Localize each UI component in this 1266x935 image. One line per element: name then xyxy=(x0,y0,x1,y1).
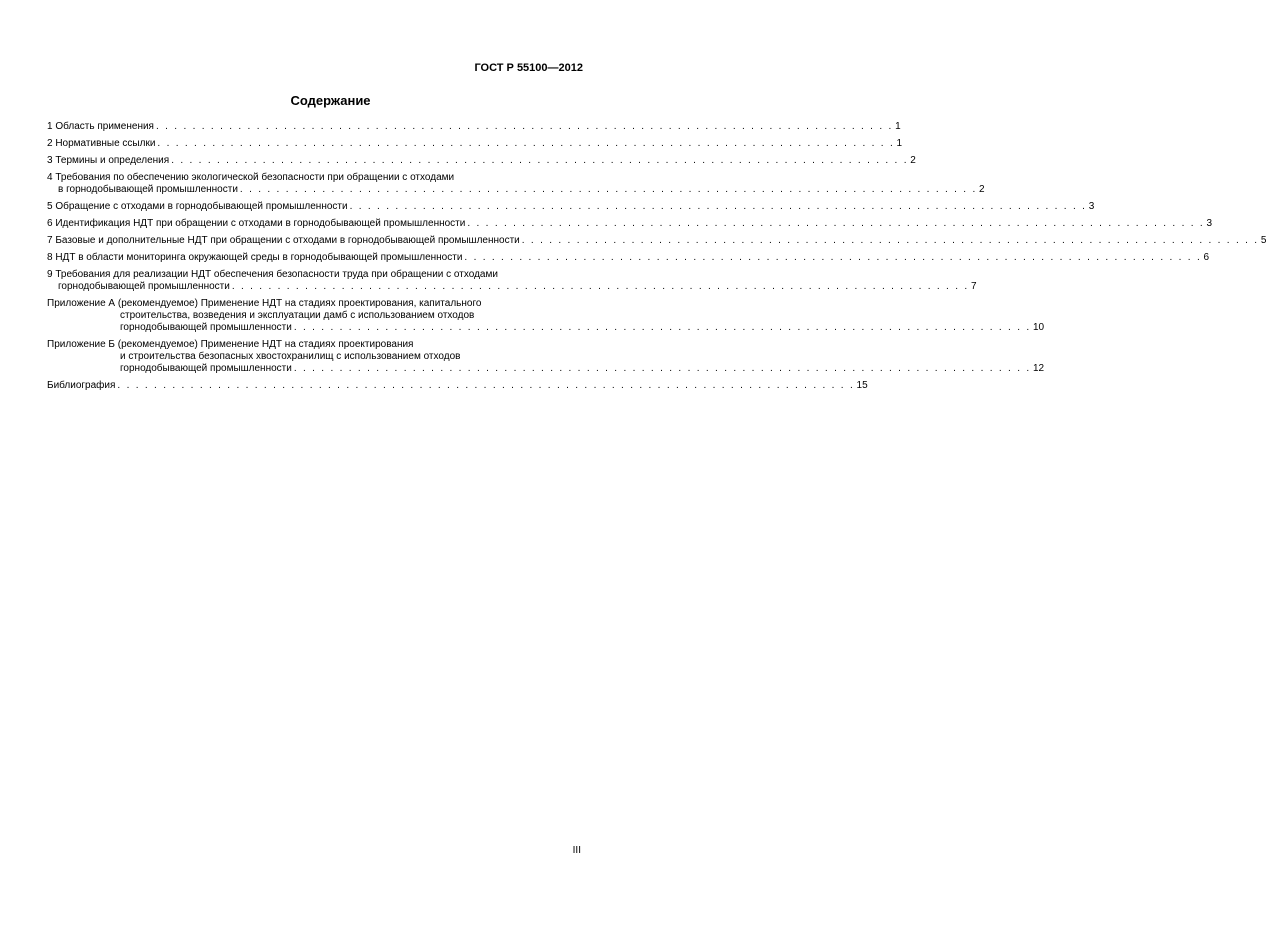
toc-entry-appendix-a[interactable] xyxy=(47,298,1045,334)
leader-dots: . . . . . . . . . . . . . . . . . . . . . . . . . . . . . . . . . . . . . . . . . . . . . . . . . . . . . . . . . . . . . . . . . . . . . . . . . . . . . . . . . xyxy=(157,138,895,149)
toc-page-number: 1 xyxy=(895,121,901,132)
leader-dots: . . . . . . . . . . . . . . . . . . . . . . . . . . . . . . . . . . . . . . . . . . . . . . . . . . . . . . . . . . . . . . . . . . . . . . . . . . . . . . . . . xyxy=(171,155,909,166)
toc-entry[interactable] xyxy=(47,269,977,293)
toc-entry[interactable] xyxy=(47,252,1210,264)
toc-entry-text: 7 Базовые и дополнительные НДТ при обращении с отходами в горнодобывающей промышленности xyxy=(47,235,520,246)
toc-page-number: 15 xyxy=(856,380,868,391)
toc-entry-text: горнодобывающей промышленности xyxy=(58,281,230,292)
toc-entry-text: Библиография xyxy=(47,380,116,391)
toc-entry-text: 9 Требования для реализации НДТ обеспечения безопасности труда при обращении с отходами xyxy=(47,269,498,280)
toc-page-number: 3 xyxy=(1206,218,1213,229)
toc-page-number: 2 xyxy=(979,184,985,195)
toc-entry-appendix-b[interactable] xyxy=(47,339,1045,375)
leader-dots: . . . . . . . . . . . . . . . . . . . . . . . . . . . . . . . . . . . . . . . . . . . . . . . . . . . . . . . . . . . . . . . . . . . . . . . . . . . . . . . . . xyxy=(293,363,1031,374)
leader-dots: . . . . . . . . . . . . . . . . . . . . . . . . . . . . . . . . . . . . . . . . . . . . . . . . . . . . . . . . . . . . . . . . . . . . . . . . . . . . . . . . . xyxy=(521,235,1259,246)
leader-dots: . . . . . . . . . . . . . . . . . . . . . . . . . . . . . . . . . . . . . . . . . . . . . . . . . . . . . . . . . . . . . . . . . . . . . . . . . . . . . . . . . xyxy=(155,121,894,132)
toc-entry-text: горнодобывающей промышленности xyxy=(120,322,292,333)
toc-entry-text: и строительства безопасных хвостохранилищ с использованием отходов xyxy=(120,351,461,362)
toc-page-number: 3 xyxy=(1088,201,1095,212)
toc-entry-text: в горнодобывающей промышленности xyxy=(58,184,238,195)
document-code: ГОСТ Р 55100—2012 xyxy=(474,62,583,74)
toc-entry-text: 5 Обращение с отходами в горнодобывающей промышленности xyxy=(47,201,348,212)
toc-page-number: 2 xyxy=(910,155,916,166)
toc-entry-text: Приложение Б (рекомендуемое) Применение НДТ на стадиях проектирования xyxy=(47,339,414,350)
toc-page-number: 7 xyxy=(970,281,977,292)
toc-entry[interactable] xyxy=(47,155,916,167)
leader-dots: . . . . . . . . . . . . . . . . . . . . . . . . . . . . . . . . . . . . . . . . . . . . . . . . . . . . . . . . . . . . . . . . . . . . . . . . . . . . . . . . . xyxy=(464,252,1202,263)
leader-dots: . . . . . . . . . . . . . . . . . . . . . . . . . . . . . . . . . . . . . . . . . . . . . . . . . . . . . . . . . . . . . . . . . . . . . . . . . . . . . . . . . xyxy=(349,201,1087,212)
toc-page-number: 12 xyxy=(1032,363,1045,374)
leader-dots: . . . . . . . . . . . . . . . . . . . . . . . . . . . . . . . . . . . . . . . . . . . . . . . . . . . . . . . . . . . . . . . . . . . . . . . . . . . . . . . . . xyxy=(117,380,855,391)
toc-page-number: 6 xyxy=(1203,252,1210,263)
toc-page-number: 5 xyxy=(1260,235,1266,246)
leader-dots: . . . . . . . . . . . . . . . . . . . . . . . . . . . . . . . . . . . . . . . . . . . . . . . . . . . . . . . . . . . . . . . . . . . . . . . . . . . . . . . . . xyxy=(293,322,1031,333)
leader-dots: . . . . . . . . . . . . . . . . . . . . . . . . . . . . . . . . . . . . . . . . . . . . . . . . . . . . . . . . . . . . . . . . . . . . . . . . . . . . . . . . . xyxy=(239,184,978,195)
toc-entry-text: 4 Требования по обеспечению экологической безопасности при обращении с отходами xyxy=(47,172,455,183)
toc-entry[interactable] xyxy=(47,138,903,150)
page-number: III xyxy=(572,845,581,856)
toc-entry[interactable] xyxy=(47,201,1095,213)
leader-dots: . . . . . . . . . . . . . . . . . . . . . . . . . . . . . . . . . . . . . . . . . . . . . . . . . . . . . . . . . . . . . . . . . . . . . . . . . . . . . . . . . xyxy=(467,218,1205,229)
toc-entry-text: 6 Идентификация НДТ при обращении с отходами в горнодобывающей промышленности xyxy=(47,218,466,229)
leader-dots: . . . . . . . . . . . . . . . . . . . . . . . . . . . . . . . . . . . . . . . . . . . . . . . . . . . . . . . . . . . . . . . . . . . . . . . . . . . . . . . . . xyxy=(231,281,969,292)
toc-entry[interactable] xyxy=(47,172,985,196)
toc-entry[interactable] xyxy=(47,235,1266,247)
toc-entry-text: строительства, возведения и эксплуатации дамб с использованием отходов xyxy=(120,310,475,321)
page-title: Содержание xyxy=(290,93,371,108)
toc-entry-text: 8 НДТ в области мониторинга окружающей среды в горнодобывающей промышленности xyxy=(47,252,463,263)
toc-entry[interactable] xyxy=(47,121,901,133)
toc-entry-bibliography[interactable] xyxy=(47,380,868,392)
toc-entry-text: Приложение А (рекомендуемое) Применение НДТ на стадиях проектирования, капитального xyxy=(47,298,482,309)
toc-page-number: 10 xyxy=(1032,322,1045,333)
toc-entry-text: 3 Термины и определения xyxy=(47,155,170,166)
toc-page-number: 1 xyxy=(896,138,903,149)
toc-entry-text: 1 Область применения xyxy=(47,121,154,132)
toc-entry-text: 2 Нормативные ссылки xyxy=(47,138,156,149)
toc-entry[interactable] xyxy=(47,218,1213,230)
toc-entry-text: горнодобывающей промышленности xyxy=(120,363,292,374)
table-of-contents xyxy=(47,121,1266,397)
